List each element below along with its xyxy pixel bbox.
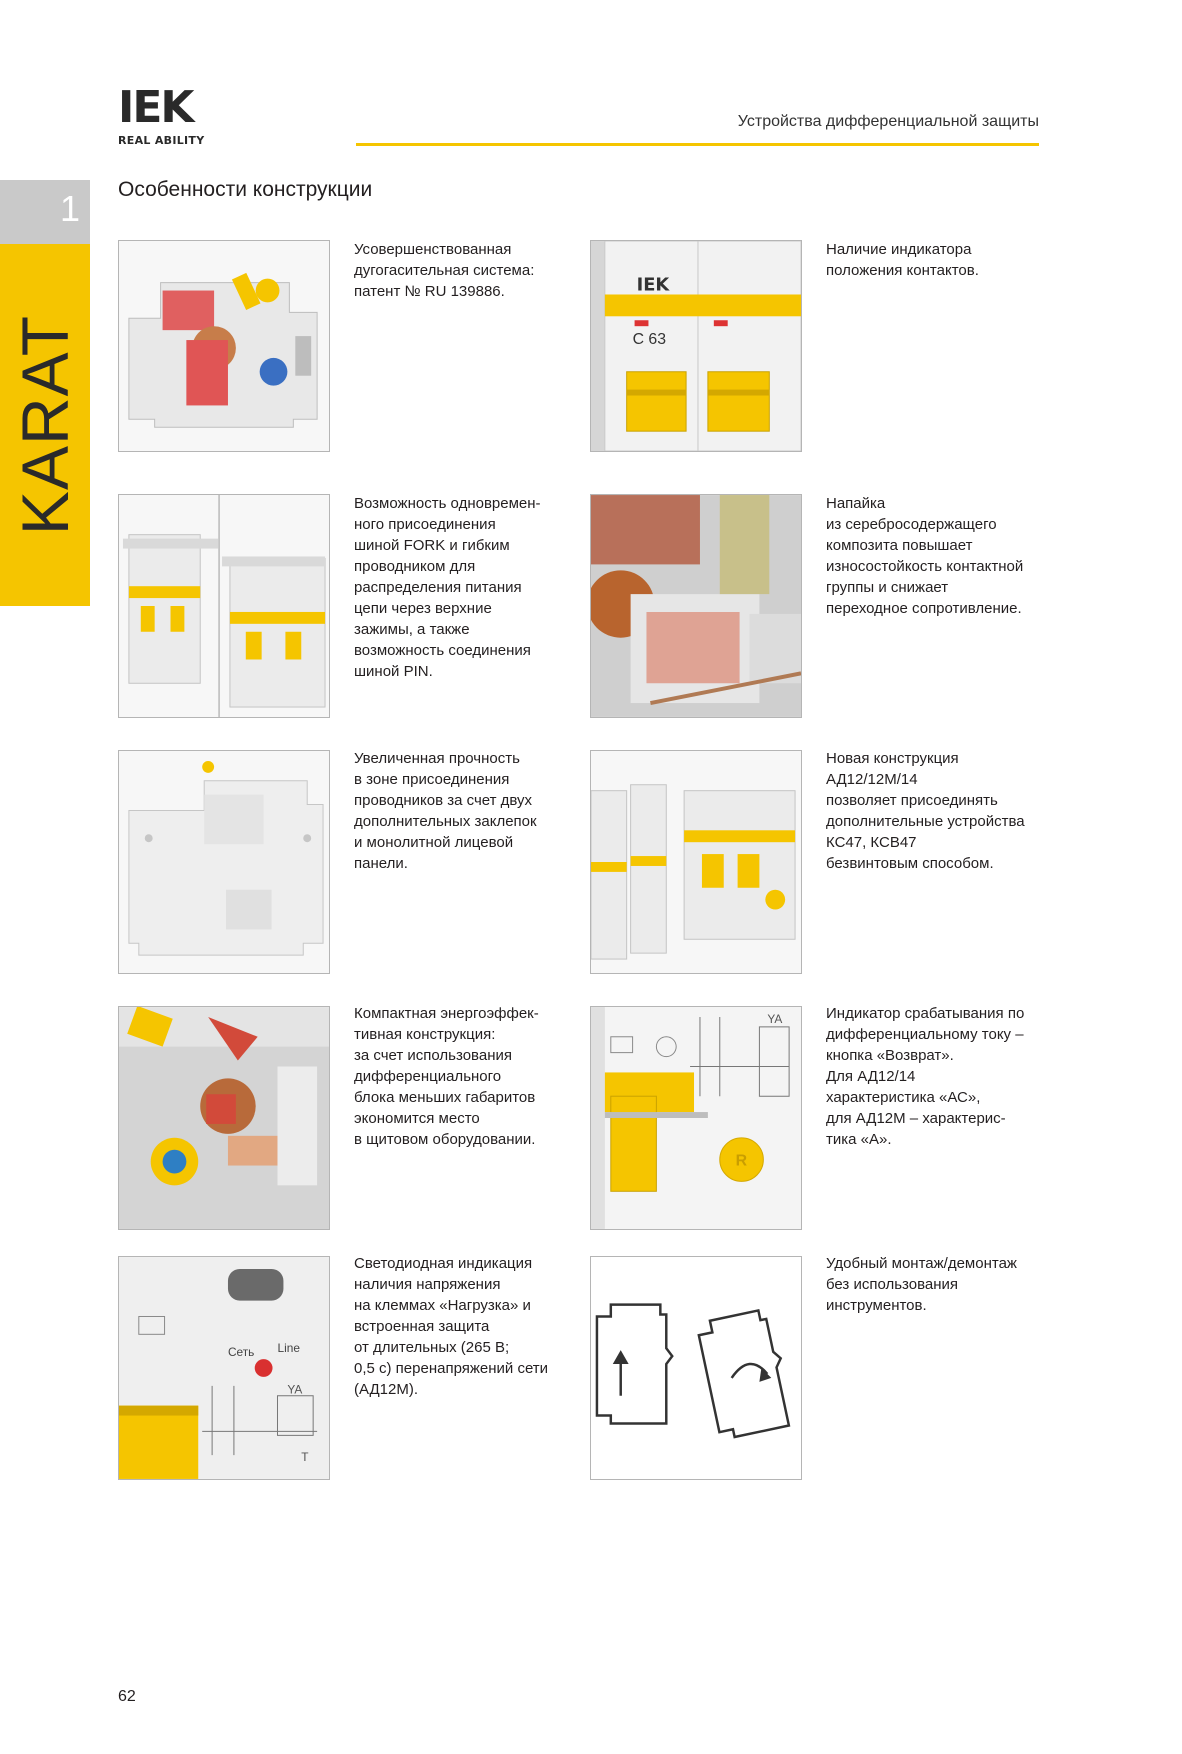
section-tab <box>0 244 90 606</box>
din-mount-diagram <box>590 1256 802 1480</box>
page-number: 62 <box>118 1688 136 1705</box>
feature-text: Усовершенствованная дугогасительная система: патент № RU 139886. <box>354 241 535 300</box>
feature-text: Напайка из серебросодержащего композита повышает износостойкость контактной группы и снижает переходное сопротивление. <box>826 495 1024 617</box>
model-label: C 63 <box>632 331 667 349</box>
accessory-modules-photo <box>590 750 802 974</box>
feature-text: Компактная энергоэффек- тивная конструкция: за счет использования дифференциального блока меньших габаритов экономится место в щитовом оборудовании. <box>354 1005 539 1148</box>
iek-logo <box>118 82 205 147</box>
feature-text: Светодиодная индикация наличия напряжения на клеммах «Нагрузка» и встроенная защита от длительных (265 В; 0,5 с) перенапряжений сети (АД12М). <box>354 1255 549 1398</box>
header-rule <box>356 143 1039 146</box>
chapter-number: 1 <box>59 188 80 229</box>
feature-text: Индикатор срабатывания по дифференциальному току – кнопка «Возврат». Для АД12/14 характеристика «АС», для АД12М – характерис- тика «А». <box>826 1005 1025 1148</box>
led-label-en: Line <box>277 1341 300 1356</box>
feature-text: Наличие индикатора положения контактов. <box>826 241 979 279</box>
test-label: T <box>301 1450 309 1465</box>
busbar-connection-photo <box>118 494 330 718</box>
reset-button-photo <box>590 1006 802 1230</box>
chapter-number-tab <box>0 180 90 244</box>
logo-mark: IEK <box>118 82 193 133</box>
svg-text:IEK: IEK <box>636 274 670 296</box>
header-title: Устройства дифференциальной защиты <box>737 113 1039 130</box>
coil-label-2: YA <box>287 1382 303 1397</box>
feature-text: Новая конструкция АД12/12М/14 позволяет присоединять дополнительные устройства КС47, КСВ47 безвинтовым способом. <box>826 750 1025 872</box>
feature-text: Увеличенная прочность в зоне присоединения проводников за счет двух дополнительных заклепок и монолитной лицевой панели. <box>354 750 537 872</box>
svg-text:R: R <box>735 1152 748 1170</box>
internal-mechanism-photo <box>118 1006 330 1230</box>
logo-tagline: REAL ABILITY <box>118 134 205 147</box>
contact-indicator-photo <box>590 240 802 452</box>
section-title: Особенности конструкции <box>118 178 373 201</box>
feature-text: Удобный монтаж/демонтаж без использования инструментов. <box>826 1255 1017 1314</box>
housing-side-photo <box>118 750 330 974</box>
coil-label: YA <box>767 1011 783 1026</box>
led-label-ru: Сеть <box>227 1345 255 1360</box>
feature-text: Возможность одновремен- ного присоединения шиной FORK и гибким проводником для распределения питания цепи через верхние зажимы, а также возможность соединения шиной PIN. <box>354 495 541 680</box>
led-indicator-photo <box>118 1256 330 1480</box>
breaker-cutaway-icon <box>118 240 330 452</box>
section-tab-label: KARAT <box>8 314 82 536</box>
contact-closeup-photo <box>590 494 802 718</box>
